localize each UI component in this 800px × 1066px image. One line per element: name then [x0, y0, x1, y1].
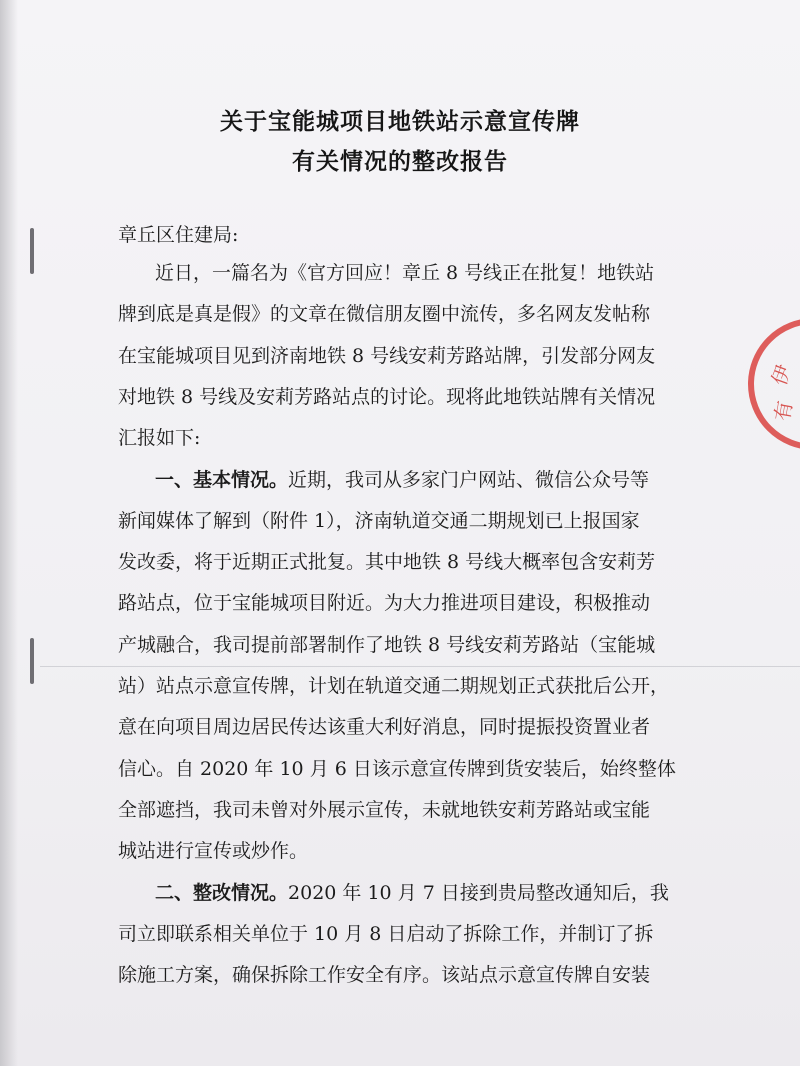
body-line: [118, 547, 655, 574]
red-seal-stamp: [748, 318, 800, 450]
body-text: 2020 年 10 月 7 日接到贵局整改通知后，我: [288, 881, 669, 904]
body-text: 意在向项目周边居民传达该重大利好消息，同时提振投资置业者: [118, 716, 651, 739]
body-line: [118, 588, 650, 615]
body-line: [118, 506, 640, 533]
body-text: 牌到底是真是假》的文章在微信朋友圈中流传，多名网友发帖称: [118, 303, 651, 326]
salutation: 章丘区住建局:: [118, 224, 239, 246]
body-line: [118, 423, 200, 450]
document-title-line-2: 有关情况的整改报告: [292, 149, 508, 175]
body-line: [118, 630, 655, 657]
body-text: 除施工方案，确保拆除工作安全有序。该站点示意宣传牌自安装: [118, 964, 651, 987]
body-line: [155, 878, 669, 905]
body-text: 城站进行宣传或炒作。: [118, 840, 309, 863]
fold-line: [40, 666, 800, 667]
body-text: 站）站点示意宣传牌，计划在轨道交通二期规划正式获批后公开，: [118, 675, 670, 697]
body-text: 路站点，位于宝能城项目附近。为大力推进项目建设，积极推动: [118, 592, 651, 615]
body-text: 产城融合，我司提前部署制作了地铁 8 号线安莉芳路站（宝能城: [118, 633, 656, 656]
seal-char-1: 伊: [766, 361, 797, 389]
body-text: 全部遮挡，我司未曾对外展示宣传，未就地铁安莉芳路站或宝能: [118, 798, 651, 821]
body-text: 在宝能城项目见到济南地铁 8 号线安莉芳路站牌，引发部分网友: [118, 344, 656, 367]
body-text: 近期，我司从多家门户网站、微信公众号等: [288, 468, 650, 491]
binding-hole-bottom: [30, 638, 34, 684]
body-text: 近日，一篇名为《官方回应！章丘 8 号线正在批复！地铁站: [155, 262, 655, 284]
body-line: [118, 299, 650, 326]
seal-char-2: 有: [769, 398, 798, 423]
body-text: 信心。自 2020 年 10 月 6 日该示意宣传牌到货安装后，始终整体: [118, 757, 676, 780]
body-text: 司立即联系相关单位于 10 月 8 日启动了拆除工作，并制订了拆: [118, 922, 654, 945]
body-text: 对地铁 8 号线及安莉芳路站点的讨论。现将此地铁站牌有关情况: [118, 385, 656, 408]
body-text: 汇报如下:: [118, 427, 201, 450]
section-heading: 二、整改情况。: [155, 881, 289, 904]
body-line: [118, 382, 655, 409]
body-line: [118, 960, 650, 987]
body-text: 新闻媒体了解到（附件 1），济南轨道交通二期规划已上报国家: [118, 509, 640, 532]
body-line: [155, 465, 649, 492]
body-line: [118, 341, 655, 368]
body-line: [155, 258, 654, 285]
body-line: [118, 754, 676, 781]
body-line: [118, 795, 650, 822]
binding-hole-top: [30, 228, 34, 274]
section-heading: 一、基本情况。: [155, 468, 289, 491]
body-line: [118, 671, 669, 698]
document-title-line-1: 关于宝能城项目地铁站示意宣传牌: [220, 109, 580, 135]
body-line: [118, 712, 650, 739]
body-line: [118, 919, 653, 946]
body-line: [118, 836, 308, 863]
body-text: 发改委，将于近期正式批复。其中地铁 8 号线大概率包含安莉芳: [118, 551, 656, 574]
